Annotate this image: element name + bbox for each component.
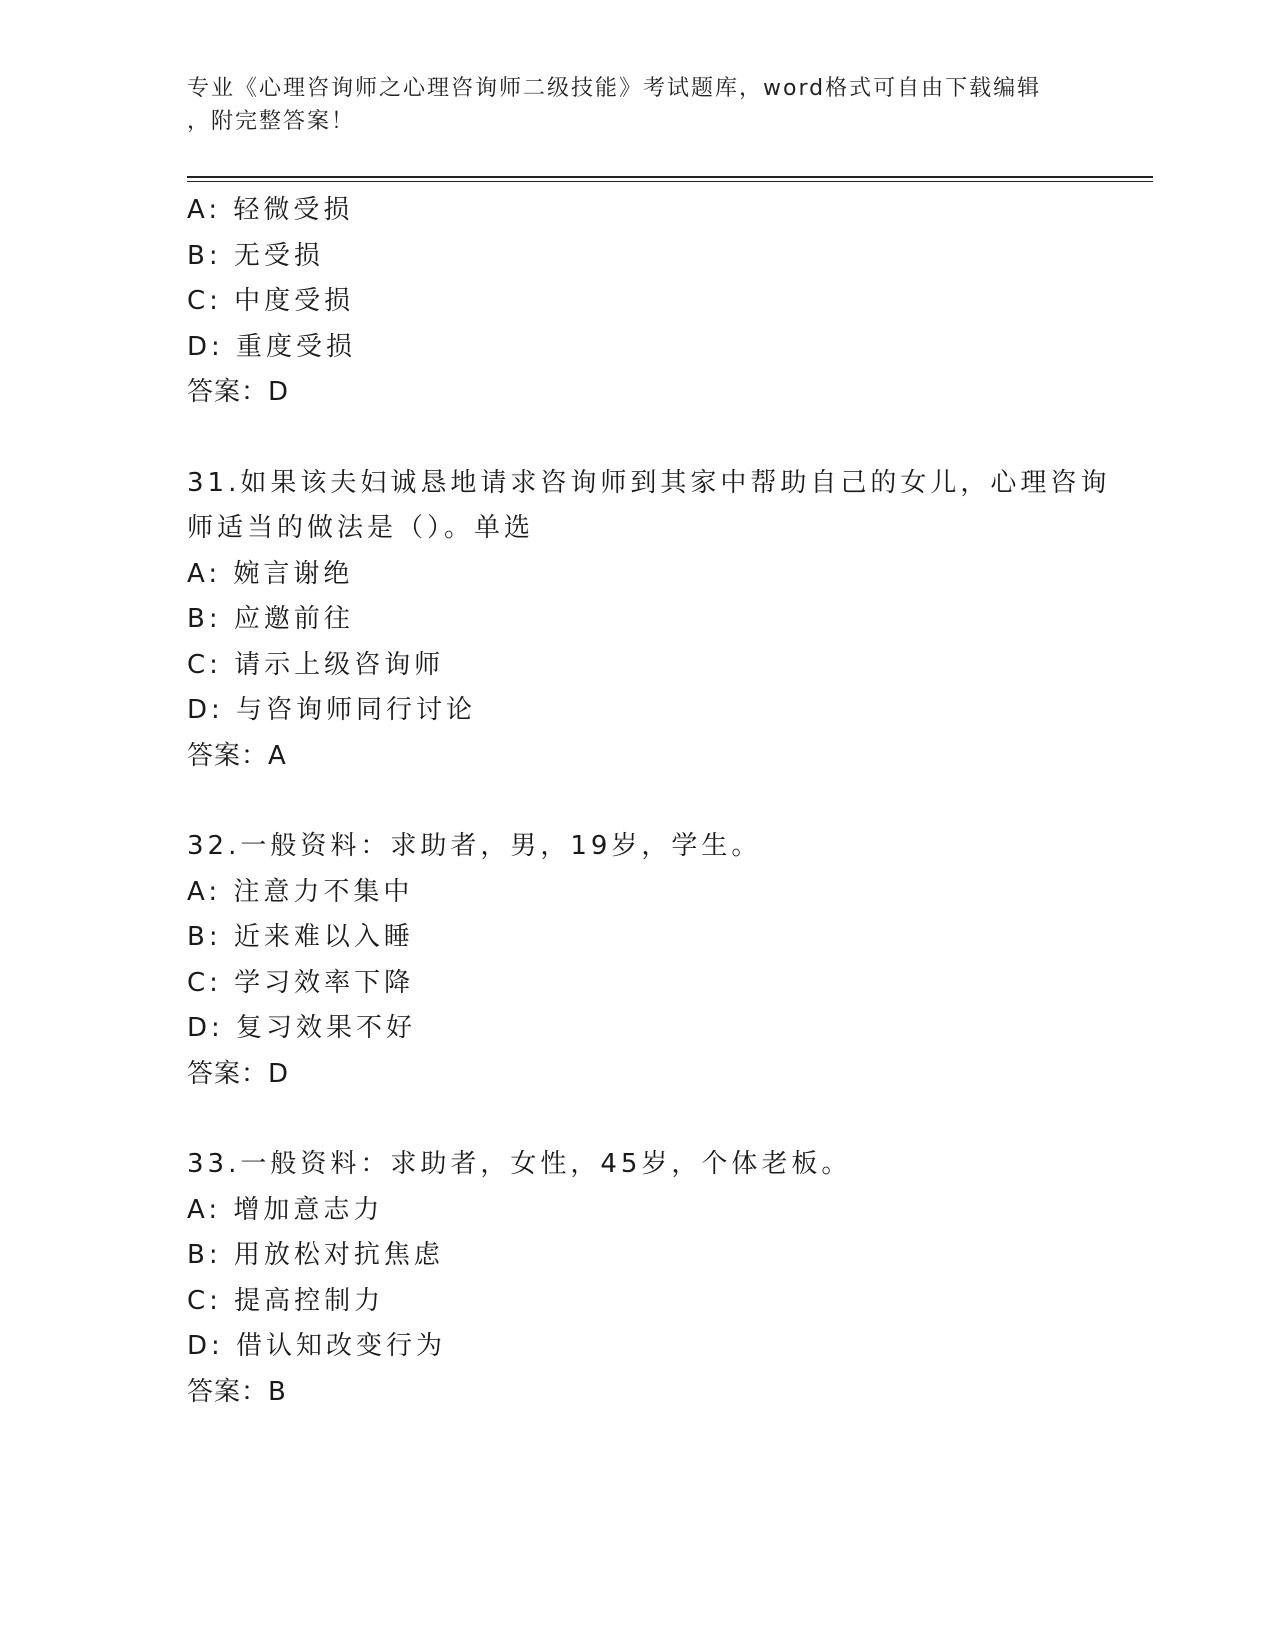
question-stem: 31.如果该夫妇诚恳地请求咨询师到其家中帮助自己的女儿，心理咨询 [187, 467, 1111, 498]
header-divider-thin [187, 181, 1153, 182]
option-c: C: 学习效率下降 [187, 967, 415, 998]
header-title-line: 专业《心理咨询师之心理咨询师二级技能》考试题库，word格式可自由下载编辑 [187, 76, 1042, 101]
answer-label: 答案：A [187, 740, 287, 771]
option-a: A: 注意力不集中 [187, 876, 414, 907]
document-header [187, 72, 1087, 138]
answer-label: 答案：D [187, 377, 290, 407]
option-d: D: 借认知改变行为 [187, 1331, 447, 1361]
question-stem: 33.一般资料：求助者，女性，45岁，个体老板。 [187, 1149, 852, 1179]
option-c: C: 请示上级咨询师 [187, 649, 445, 680]
question-33 [187, 1142, 1087, 1415]
question-list [187, 188, 1111, 1415]
option-b: B: 应邀前往 [187, 604, 354, 634]
question-30-partial [187, 188, 1087, 416]
option-d: D: 重度受损 [187, 331, 357, 362]
question-31 [187, 461, 1111, 780]
answer-label: 答案：B [187, 1376, 287, 1407]
option-a: A: 婉言谢绝 [187, 558, 354, 589]
header-divider-thick [187, 176, 1153, 178]
answer-label: 答案：D [187, 1058, 290, 1089]
option-b: B: 无受损 [187, 240, 324, 271]
option-a: A: 轻微受损 [187, 195, 354, 225]
question-stem-continuation: 师适当的做法是（）。单选 [187, 513, 535, 543]
question-stem: 32.一般资料：求助者，男，19岁，学生。 [187, 831, 762, 861]
option-c: C: 中度受损 [187, 286, 355, 316]
option-b: B: 近来难以入睡 [187, 922, 414, 952]
option-c: C: 提高控制力 [187, 1285, 385, 1316]
option-b: B: 用放松对抗焦虑 [187, 1240, 444, 1270]
option-d: D: 复习效果不好 [187, 1013, 417, 1043]
header-title-continuation: ，附完整答案！ [187, 109, 356, 134]
question-32 [187, 824, 1087, 1097]
option-a: A: 增加意志力 [187, 1194, 384, 1225]
option-d: D: 与咨询师同行讨论 [187, 695, 477, 725]
